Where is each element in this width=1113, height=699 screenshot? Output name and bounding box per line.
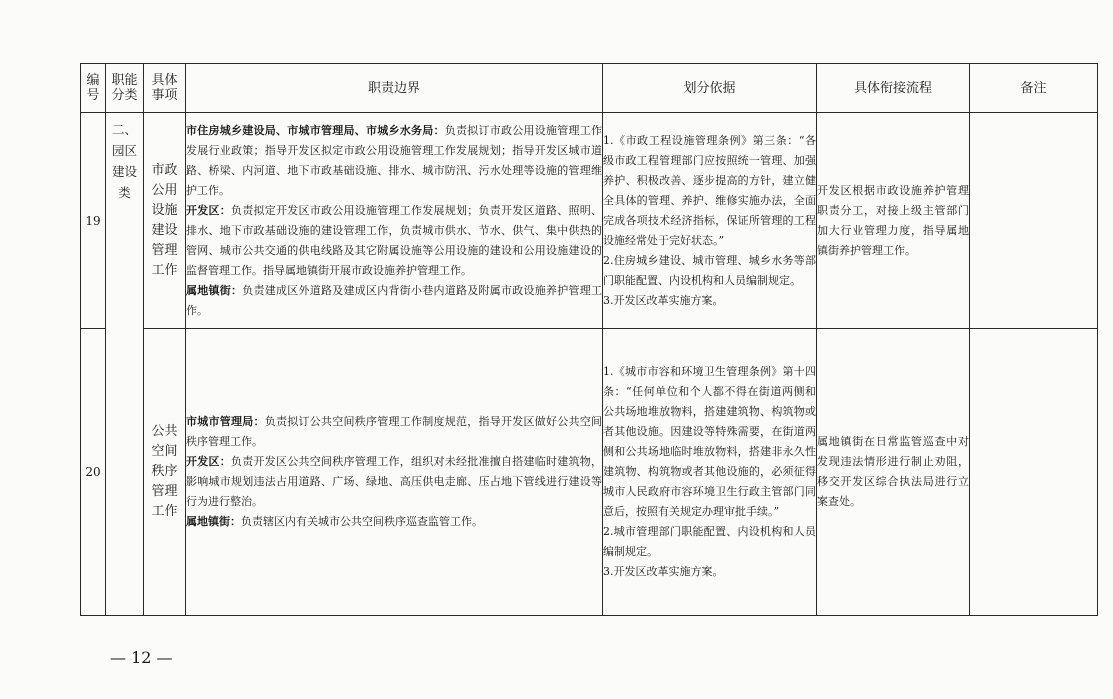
boundary-paragraph: 开发区：负责拟定开发区市政公用设施管理工作发展规划；负责开发区道路、照明、排水、地下市政基础设施的建设管理工作，负责城市供水、节水、供气、集中供热的管网、城市公共交通的供电线路及其它附属设施等公用设施的建设和公用设施建设的监督管理工作。指导属地镇街开展市政设施养护管理工作。 [186,203,602,277]
category-label: 二、园区建设类 [111,122,137,200]
basis-item: 3.开发区改革实施方案。 [603,293,724,307]
header-category: 职能分类 [106,64,144,113]
item-cell [144,113,186,329]
item-label: 公共空间秩序管理工作 [151,424,178,519]
boundary-paragraph: 属地镇街：负责建成区外道路及建成区内背街小巷内道路及附属市政设施养护管理工作。 [186,283,602,317]
boundary-paragraph: 开发区：负责开发区公共空间秩序管理工作，组织对未经批准擅自搭建临时建筑物，影响城市规划违法占用道路、广场、绿地、高压供电走廊、压占地下管线进行建设等行为进行整治。 [186,455,602,508]
basis-item: 1.《城市市容和环境卫生管理条例》第十四条：“任何单位和个人都不得在街道两侧和公共场地堆放物料，搭建建筑物、构筑物或者其他设施。因建设等特殊需要，在街道两侧和公共场地临时堆放物料，搭建非永久性建筑物、构筑物或者其他设施的，必须征得城市人民政府市容环境卫生行政主管部门同意后，按照有关规定办理审批手续。” [603,365,816,518]
header-process: 具体衔接流程 [817,64,970,113]
table-header-row [81,64,1098,113]
header-item: 具体事项 [144,64,186,113]
item-label: 市政公用设施建设管理工作 [151,162,178,278]
table-row [81,329,1098,616]
header-basis: 划分依据 [603,64,817,113]
category-cell [106,113,144,616]
basis-cell [603,113,817,329]
header-boundary: 职责边界 [186,64,603,113]
boundary-cell [186,329,603,616]
responsibility-table [80,63,1098,616]
basis-item: 2.住房城乡建设、城市管理、城乡水务等部门职能配置、内设机构和人员编制规定。 [603,253,816,287]
boundary-cell [186,113,603,329]
header-number: 编号 [81,64,106,113]
boundary-paragraph: 市城市管理局：负责拟订公共空间秩序管理工作制度规范，指导开发区做好公共空间秩序管理工作。 [186,415,602,448]
row-number: 20 [81,329,106,616]
note-cell [970,329,1098,616]
table-row [81,113,1098,329]
basis-item: 2.城市管理部门职能配置、内设机构和人员编制规定。 [603,525,816,558]
item-cell [144,329,186,616]
row-number: 19 [81,113,106,329]
boundary-paragraph: 市住房城乡建设局、市城市管理局、市城乡水务局：负责拟订市政公用设施管理工作发展行业政策；指导开发区拟定市政公用设施管理工作发展规划；指导开发区城市道路、桥梁、内河道、地下市政基础设施、排水、城市防汛、污水处理等设施的管理维护工作。 [186,123,602,197]
boundary-paragraph: 属地镇街：负责辖区内有关城市公共空间秩序巡查监管工作。 [186,515,483,528]
page-number: — 12 — [110,648,173,667]
basis-item: 3.开发区改革实施方案。 [603,565,724,578]
process-cell [817,113,970,329]
process-text: 属地镇街在日常监管巡查中对发现违法情形进行制止劝阻，移交开发区综合执法局进行立案查处。 [817,435,969,508]
header-note: 备注 [970,64,1098,113]
basis-cell [603,329,817,616]
process-text: 开发区根据市政设施养护管理职责分工，对接上级主管部门加大行业管理力度，指导属地镇街养护管理工作。 [817,183,969,257]
process-cell [817,329,970,616]
note-cell [970,113,1098,329]
basis-item: 1.《市政工程设施管理条例》第三条：“各级市政工程管理部门应按照统一管理、加强养护、积极改善、逐步提高的方针，建立健全具体的管理、养护、维修实施办法，全面完成各项技术经济指标，保证所管理的工程设施经常处于完好状态。” [603,133,816,247]
